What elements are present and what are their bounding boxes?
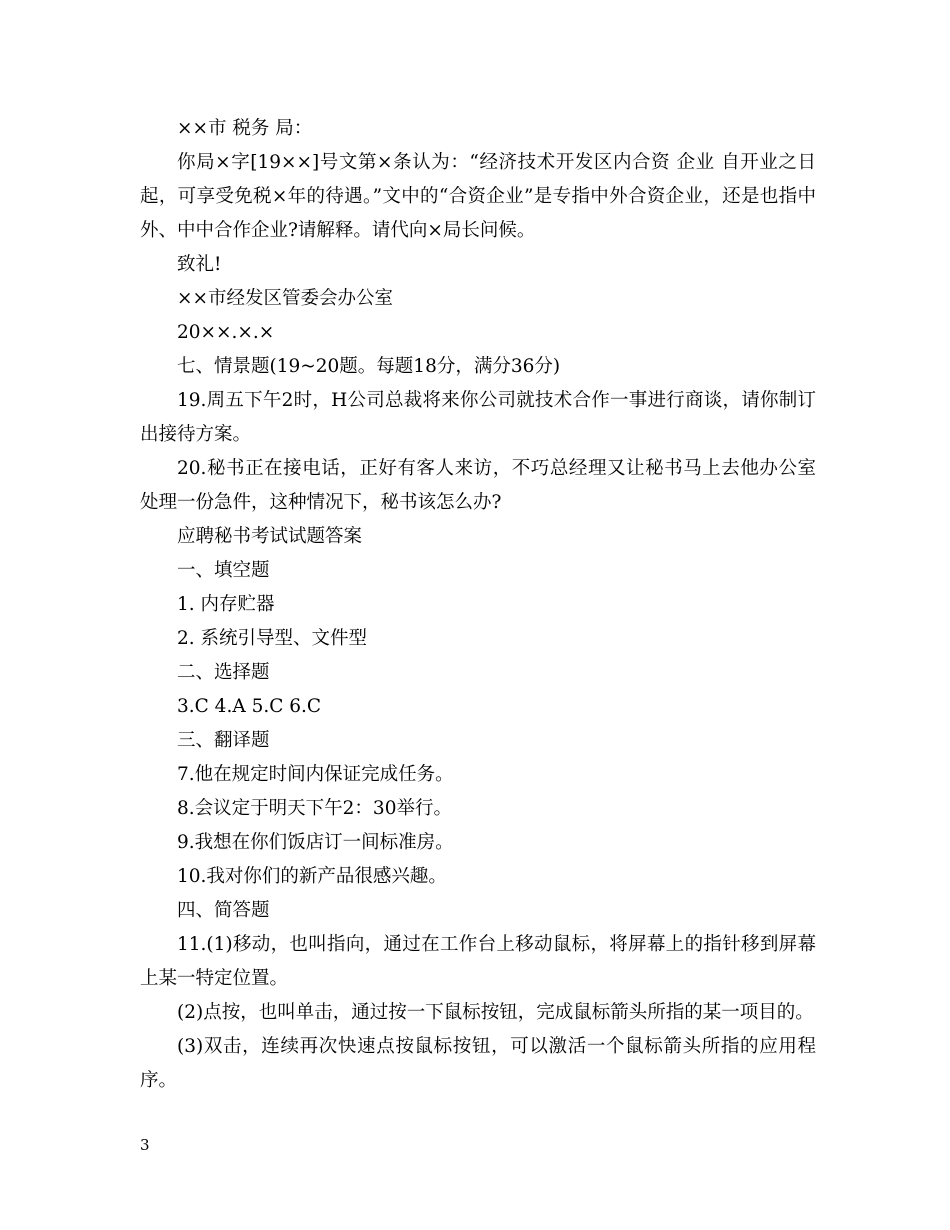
sender-name: ××市经发区管委会办公室 — [177, 288, 394, 309]
document-body — [140, 112, 816, 1098]
answers-3-6: 3.C 4.A 5.C 6.C — [177, 696, 322, 717]
answer-10: 10.我对你们的新产品很感兴趣。 — [177, 866, 447, 887]
question-19: 19.周五下午2时，H公司总裁将来你公司就技术合作一事进行商谈，请你制订出接待方案。 — [140, 390, 816, 445]
letter-date: 20××.×.× — [177, 322, 275, 343]
section-heading-fill-blank: 一、填空题 — [177, 560, 270, 581]
answer-9: 9.我想在你们饭店订一间标准房。 — [177, 832, 454, 853]
answer-11-part-1: 11.(1)移动，也叫指向，通过在工作台上移动鼠标，将屏幕上的指针移到屏幕上某一特定位置。 — [140, 934, 816, 989]
addressee-line: ××市 税务 局： — [177, 118, 313, 139]
section-heading-short-answer: 四、简答题 — [177, 900, 270, 921]
answers-title: 应聘秘书考试试题答案 — [177, 526, 363, 547]
section-heading-choice: 二、选择题 — [177, 662, 270, 683]
section-heading-translation: 三、翻译题 — [177, 730, 270, 751]
answer-11-part-3: (3)双击，连续再次快速点按鼠标按钮，可以激活一个鼠标箭头所指的应用程序。 — [140, 1036, 816, 1091]
answer-7: 7.他在规定时间内保证完成任务。 — [177, 764, 454, 785]
answer-2: 2. 系统引导型、文件型 — [177, 628, 368, 649]
answer-1: 1. 内存贮器 — [177, 594, 275, 615]
closing-salutation: 致礼! — [177, 254, 222, 275]
section-heading-scenario: 七、情景题(19~20题。每题18分，满分36分) — [177, 356, 561, 377]
letter-body-paragraph: 你局×字[19××]号文第×条认为：“经济技术开发区内合资 企业 自开业之日起，可享受免税×年的待遇。”文中的“合资企业”是专指中外合资企业，还是也指中外、中中合作企业?请解释。请代向×局长问候。 — [140, 152, 816, 241]
answer-8: 8.会议定于明天下午2：30举行。 — [177, 798, 452, 819]
page-number: 3 — [140, 1136, 150, 1154]
question-20: 20.秘书正在接电话，正好有客人来访，不巧总经理又让秘书马上去他办公室处理一份急件，这种情况下，秘书该怎么办? — [140, 458, 816, 513]
answer-11-part-2: (2)点按，也叫单击，通过按一下鼠标按钮，完成鼠标箭头所指的某一项目的。 — [177, 1002, 814, 1023]
